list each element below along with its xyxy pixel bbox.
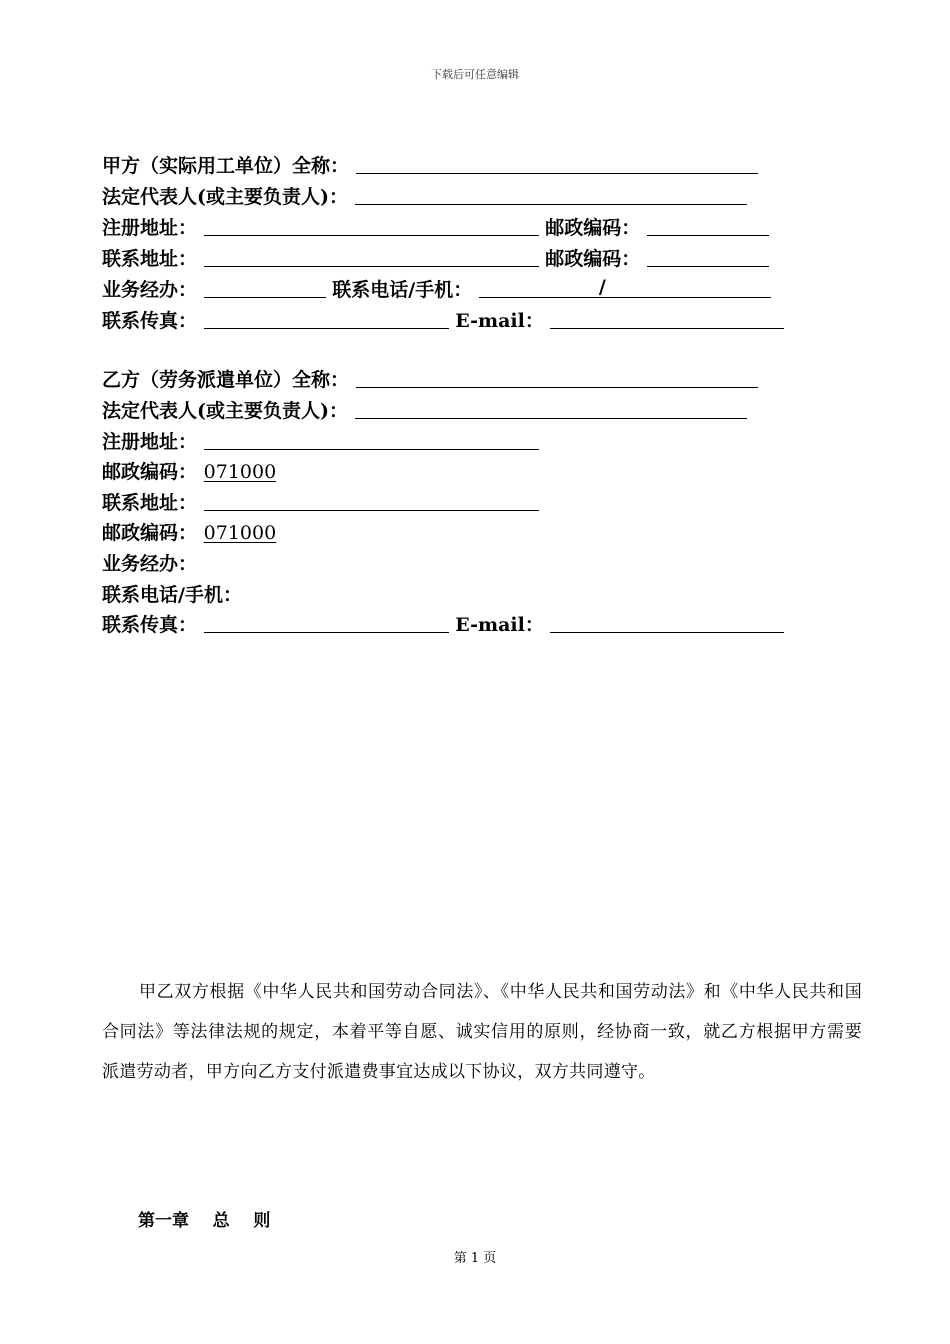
party-a-fax-label: 联系传真： [102,310,198,332]
party-a-postcode-label-2: 邮政编码： [545,248,641,270]
party-a-agent-label: 业务经办： [102,279,198,301]
party-b-phone-label: 联系电话/手机： [102,584,242,606]
party-b-rep-row [102,398,747,424]
party-b-rep-field[interactable] [355,398,747,419]
party-b-name-field[interactable] [356,367,758,388]
party-b-postcode-label-1: 邮政编码： [102,461,198,483]
party-b-contact-addr-row [102,490,539,516]
party-b-postcode-row-2 [102,520,276,546]
party-a-agent-row [102,277,771,303]
party-a-name-row [102,153,758,179]
party-a-postcode-label-1: 邮政编码： [545,217,641,239]
party-b-postcode-label-2: 邮政编码： [102,522,198,544]
party-a-reg-addr-row [102,215,769,241]
party-b-postcode-row-1 [102,459,276,485]
party-b-email-label: E-mail： [455,614,544,636]
party-a-rep-row [102,184,747,210]
party-a-name-field[interactable] [356,153,758,174]
party-b-agent-label: 业务经办： [102,553,198,575]
party-a-contact-addr-label: 联系地址： [102,248,198,270]
page-number: 第 1 页 [453,1251,497,1266]
chapter-heading: 第一章 总 则 [138,1211,271,1231]
party-b-reg-addr-label: 注册地址： [102,431,198,453]
header-note: 下载后可任意编辑 [431,68,519,81]
party-a-rep-field[interactable] [355,184,747,205]
party-b-contact-addr-label: 联系地址： [102,492,198,514]
party-a-fax-field[interactable] [204,308,449,329]
party-a-phone-label: 联系电话/手机： [332,279,473,301]
party-b-fax-label: 联系传真： [102,614,198,636]
party-a-name-label: 甲方（实际用工单位）全称： [102,155,350,177]
party-a-phone-separator: / [598,276,606,298]
party-a-email-field[interactable] [550,308,784,329]
party-b-postcode-value-2[interactable]: 071000 [203,522,277,544]
party-b-reg-addr-row [102,429,539,455]
party-a-postcode-field-2[interactable] [647,246,769,267]
party-a-reg-addr-field[interactable] [204,215,539,236]
intro-text: 甲乙双方根据《中华人民共和国劳动合同法》、《中华人民共和国劳动法》和《中华人民共和国合同法》等法律法规的规定，本着平等自愿、诚实信用的原则，经协商一致，就乙方根据甲方需要派遣劳动者，甲方向乙方支付派遣费事宜达成以下协议，双方共同遵守。 [102,982,862,1082]
party-a-contact-addr-field[interactable] [204,246,539,267]
party-b-rep-label: 法定代表人(或主要负责人)： [102,400,348,422]
party-a-email-label: E-mail： [455,310,544,332]
party-a-postcode-field-1[interactable] [647,215,769,236]
party-b-reg-addr-field[interactable] [204,429,539,450]
party-b-fax-field[interactable] [204,612,449,633]
intro-paragraph [102,972,862,1092]
party-b-name-row [102,367,758,393]
party-b-contact-addr-field[interactable] [204,490,539,511]
party-a-fax-row [102,308,784,334]
party-a-reg-addr-label: 注册地址： [102,217,198,239]
party-a-agent-field[interactable] [204,277,326,298]
party-b-fax-row [102,612,784,638]
party-a-rep-label: 法定代表人(或主要负责人)： [102,186,348,208]
party-b-agent-row [102,551,197,577]
party-a-phone-field[interactable] [479,277,771,298]
party-a-contact-addr-row [102,246,769,272]
party-b-phone-row [102,582,242,608]
party-b-email-field[interactable] [550,612,784,633]
party-b-postcode-value-1[interactable]: 071000 [203,461,277,483]
party-b-name-label: 乙方（劳务派遣单位）全称： [102,369,350,391]
